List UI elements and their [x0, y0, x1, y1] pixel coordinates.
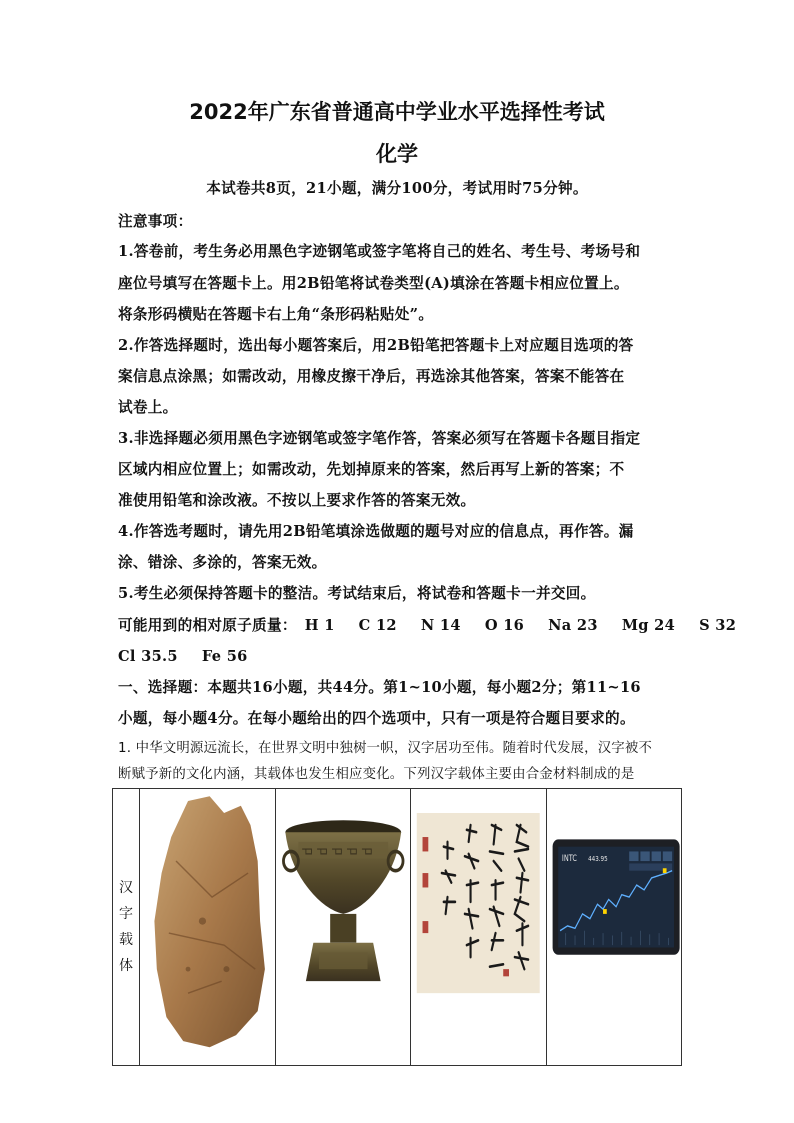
- note-line: 准使用铅笔和涂改液。不按以上要求作答的答案无效。: [118, 492, 476, 509]
- row-label: 汉 字 载 体: [119, 880, 133, 975]
- option-c-calligraphy-cell: [411, 789, 547, 1066]
- atomic-mass: Cl 35.5: [118, 648, 178, 665]
- note-line: 区域内相应位置上；如需改动，先划掉原来的答案，然后再写上新的答案；不: [118, 461, 625, 478]
- note-line: 2.作答选择题时，选出每小题答案后，用2B铅笔把答题卡上对应题目选项的答: [118, 337, 634, 354]
- bronze-vessel-image: [276, 789, 411, 1065]
- calligraphy-image: [411, 789, 546, 1065]
- atomic-mass: C 12: [358, 617, 397, 634]
- oracle-bone-image: [140, 789, 275, 1065]
- atomic-masses-row-2: [118, 648, 248, 666]
- atomic-mass: Fe 56: [201, 648, 248, 665]
- exam-title: 2022年广东省普通高中学业水平选择性考试: [189, 100, 605, 124]
- row-label-cell: [113, 789, 140, 1066]
- option-d-tablet-screen-cell: [546, 789, 682, 1066]
- tablet-screen-image: [547, 789, 682, 1065]
- section-1-line-2: 小题，每小题4分。在每小题给出的四个选项中，只有一项是符合题目要求的。: [118, 710, 635, 727]
- exam-info: 本试卷共8页，21小题，满分100分，考试用时75分钟。: [206, 180, 588, 197]
- section-1-line-1: 一、选择题：本题共16小题，共44分。第1~10小题，每小题2分；第11~16: [118, 679, 641, 696]
- atomic-mass: N 14: [420, 617, 461, 634]
- note-line: 涂、错涂、多涂的，答案无效。: [118, 554, 327, 571]
- notes-heading: 注意事项：: [118, 213, 193, 230]
- atomic-masses-row-1: [118, 617, 736, 635]
- ticker-text: INTC: [561, 853, 577, 864]
- atomic-mass: S 32: [699, 617, 737, 634]
- question-1-line-1: 1. 中华文明源远流长，在世界文明中独树一帜，汉字居功至伟。随着时代发展，汉字被不: [118, 741, 653, 756]
- note-line: 3.非选择题必须用黑色字迹钢笔或签字笔作答，答案必须写在答题卡各题目指定: [118, 430, 641, 447]
- note-line: 将条形码横贴在答题卡右上角“条形码粘贴处”。: [118, 306, 434, 323]
- atomic-mass: O 16: [484, 617, 525, 634]
- atomic-mass: Mg 24: [621, 617, 676, 634]
- option-b-bronze-vessel-cell: [275, 789, 411, 1066]
- note-line: 试卷上。: [118, 399, 178, 416]
- note-line: 1.答卷前，考生务必用黑色字迹钢笔或签字笔将自己的姓名、考生号、考场号和: [118, 243, 641, 260]
- question-1-line-2: 断赋予新的文化内涵，其载体也发生相应变化。下列汉字载体主要由合金材料制成的是: [118, 767, 635, 782]
- option-a-oracle-bone-cell: [140, 789, 276, 1066]
- atomic-masses-label: 可能用到的相对原子质量：: [118, 617, 297, 634]
- atomic-mass: H 1: [304, 617, 335, 634]
- question-1-options-table: [112, 788, 682, 1066]
- note-line: 案信息点涂黑；如需改动，用橡皮擦干净后，再选涂其他答案，答案不能答在: [118, 368, 625, 385]
- note-line: 5.考生必须保持答题卡的整洁。考试结束后，将试卷和答题卡一并交回。: [118, 585, 596, 602]
- subject-title: 化学: [376, 142, 418, 166]
- note-line: 4.作答选考题时，请先用2B铅笔填涂选做题的题号对应的信息点，再作答。漏: [118, 523, 634, 540]
- price-text: 443.95: [587, 854, 608, 864]
- note-line: 座位号填写在答题卡上。用2B铅笔将试卷类型(A)填涂在答题卡相应位置上。: [118, 275, 629, 292]
- atomic-mass: Na 23: [548, 617, 598, 634]
